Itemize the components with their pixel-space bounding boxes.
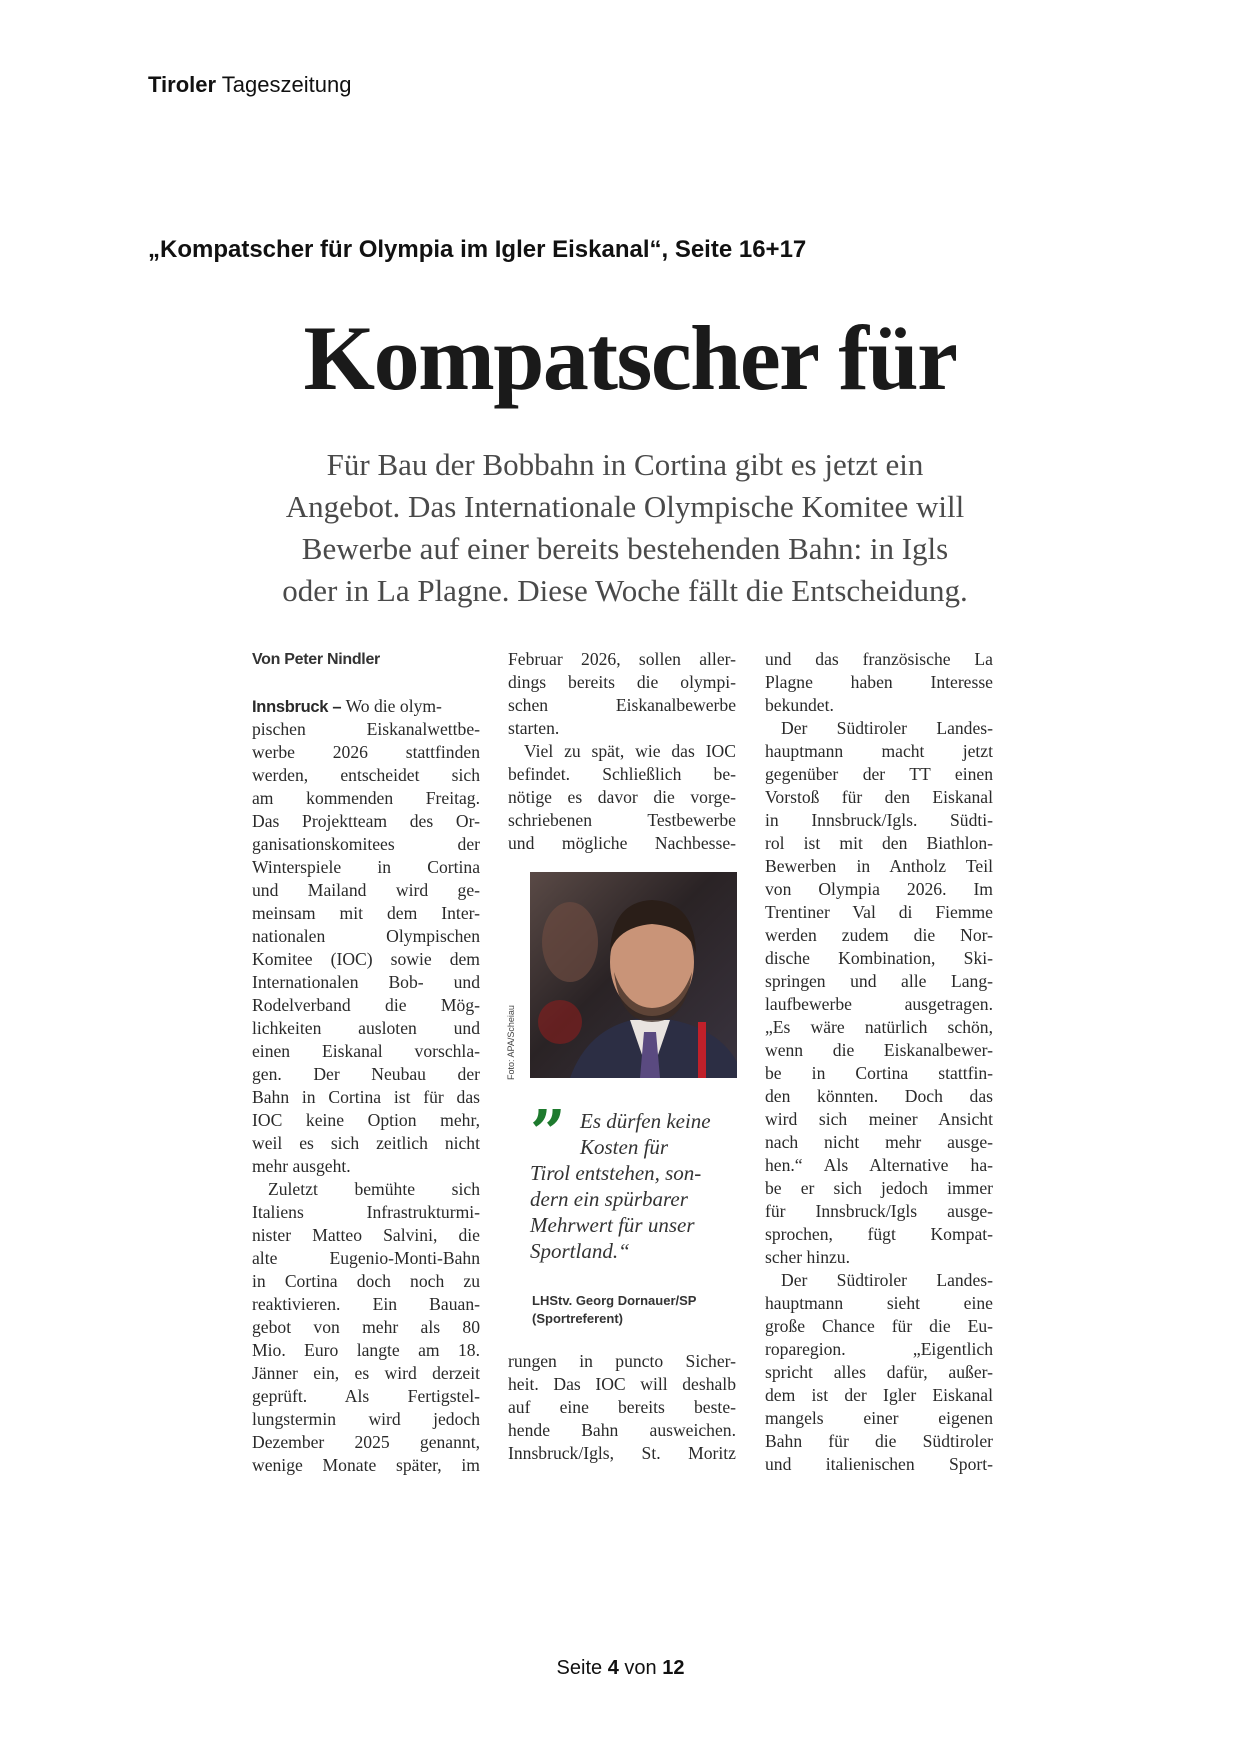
text-line: und mögliche Nachbesse-	[508, 833, 736, 853]
text-line: für Innsbruck/Igls ausge-	[765, 1201, 993, 1221]
text-line: in Innsbruck/Igls. Südti-	[765, 810, 993, 830]
text-line: springen und alle Lang-	[765, 971, 993, 991]
deck-line: Für Bau der Bobbahn in Cortina gibt es jetzt ein	[326, 447, 924, 482]
text-line: am kommenden Freitag.	[252, 788, 480, 808]
text-line: Zuletzt bemühte sich	[268, 1179, 480, 1199]
text-line: weil es sich zeitlich nicht	[252, 1133, 480, 1153]
quote-line: Tirol entstehen, son-	[530, 1161, 702, 1185]
text-line: und Mailand wird ge-	[252, 880, 480, 900]
text-line: befindet. Schließlich be-	[508, 764, 736, 784]
article-column-1	[252, 648, 480, 1477]
text-line: wird sich meiner Ansicht	[765, 1109, 993, 1129]
text-line: Vorstoß für den Eiskanal	[765, 787, 993, 807]
text-line: Rodelverband die Mög-	[252, 995, 480, 1015]
text-line: gegenüber der TT einen	[765, 764, 993, 784]
text-line: Februar 2026, sollen aller-	[508, 649, 736, 669]
photo-credit: Foto: APA/Scheiau	[506, 1005, 516, 1080]
text-line: den könnten. Doch das	[765, 1086, 993, 1106]
text-line: werbe 2026 stattfinden	[252, 742, 480, 762]
text-line: „Es wäre natürlich schön,	[765, 1017, 993, 1037]
publication-name	[148, 72, 351, 98]
text-line: lichkeiten ausloten und	[252, 1018, 480, 1038]
text-line: starten.	[508, 718, 560, 738]
quote-mark-icon: ”	[530, 1096, 566, 1169]
portrait-illustration	[530, 872, 737, 1078]
page-number: 4	[607, 1657, 619, 1679]
text-line: Innsbruck – Wo die olym-	[252, 696, 442, 716]
deck-line: oder in La Plagne. Diese Woche fällt die Entscheidung.	[282, 573, 968, 608]
text-line: gebot von mehr als 80	[252, 1317, 480, 1337]
text-line: Internationalen Bob- und	[252, 972, 480, 992]
text-line: rol ist mit den Biathlon-	[765, 833, 993, 853]
text-line: schen Eiskanalbewerbe	[508, 695, 736, 715]
text-line: spricht alles dafür, außer-	[765, 1362, 993, 1382]
text-line: Bewerben in Antholz Teil	[765, 856, 993, 876]
text-line: hauptmann macht jetzt	[765, 741, 993, 761]
deck-line: Angebot. Das Internationale Olympische Komitee will	[285, 489, 965, 524]
text-line: nötige es davor die vorge-	[508, 787, 736, 807]
text-line: ganisationskomitees der	[252, 834, 480, 854]
article-column-2-bottom	[508, 1350, 736, 1465]
text-line: werden zudem die Nor-	[765, 925, 993, 945]
text-line: dem ist der Igler Eiskanal	[765, 1385, 993, 1405]
text-line: rungen in puncto Sicher-	[508, 1351, 736, 1371]
text-line: scher hinzu.	[765, 1247, 851, 1267]
portrait-photo	[530, 872, 737, 1078]
text-line: schriebenen Testbewerbe	[508, 810, 736, 830]
text-line: und italienischen Sport-	[765, 1454, 993, 1474]
quote-line: Mehrwert für unser	[530, 1213, 695, 1237]
text-line: bekundet.	[765, 695, 834, 715]
text-line: Winterspiele in Cortina	[252, 857, 480, 877]
text-line: wenige Monate später, im	[252, 1455, 480, 1475]
text-line: be in Cortina stattfin-	[765, 1063, 993, 1083]
text-line: sprochen, fügt Kompat-	[765, 1224, 993, 1244]
article-headline: Kompatscher für	[303, 307, 957, 409]
text-line: nach nicht mehr ausge-	[765, 1132, 993, 1152]
article-column-3	[765, 648, 993, 1476]
text-line: große Chance für die Eu-	[765, 1316, 993, 1336]
text-line: Plagne haben Interesse	[765, 672, 993, 692]
text-line: be er sich jedoch immer	[765, 1178, 993, 1198]
text-line: auf eine bereits beste-	[508, 1397, 736, 1417]
text-line: mehr ausgeht.	[252, 1156, 351, 1176]
page-total: 12	[662, 1657, 685, 1679]
text-line: einen Eiskanal vorschla-	[252, 1041, 480, 1061]
text-line: Italiens Infrastrukturmi-	[252, 1202, 480, 1222]
quote-line: dern ein spürbarer	[530, 1187, 688, 1211]
byline: Von Peter Nindler	[252, 651, 380, 668]
text-line: nister Matteo Salvini, die	[252, 1225, 480, 1245]
text-line: Jänner ein, es wird derzeit	[252, 1363, 480, 1383]
quote-line: Es dürfen keine	[580, 1109, 711, 1133]
article-deck	[245, 444, 1005, 612]
dateline: Innsbruck –	[252, 698, 346, 716]
text-line: Der Südtiroler Landes-	[781, 1270, 993, 1290]
text-line: hen.“ Als Alternative ha-	[765, 1155, 993, 1175]
text-line: hende Bahn ausweichen.	[508, 1420, 736, 1440]
text-line: gen. Der Neubau der	[252, 1064, 480, 1084]
text-line: lungstermin wird jedoch	[252, 1409, 480, 1429]
quote-line: Sportland.“	[530, 1239, 630, 1263]
publication-bold: Tiroler	[148, 72, 217, 97]
text-line: Bahn für die Südtiroler	[765, 1431, 993, 1451]
page-footer	[0, 1657, 1241, 1680]
deck-line: Bewerbe auf einer bereits bestehenden Bahn: in Igls	[301, 531, 949, 566]
text-line: pischen Eiskanalwettbe-	[252, 719, 480, 739]
text-line: nationalen Olympischen	[252, 926, 480, 946]
text-line: hauptmann sieht eine	[765, 1293, 993, 1313]
text-line: wenn die Eiskanalbewer-	[765, 1040, 993, 1060]
text-line: Dezember 2025 genannt,	[252, 1432, 480, 1452]
text-line: roparegion. „Eigentlich	[765, 1339, 993, 1359]
footer-prefix: Seite	[556, 1657, 603, 1679]
text-line: heit. Das IOC will deshalb	[508, 1374, 736, 1394]
text-line: meinsam mit dem Inter-	[252, 903, 480, 923]
text-line: laufbewerbe ausgetragen.	[765, 994, 993, 1014]
pull-quote	[530, 1096, 740, 1264]
attribution-name: LHStv. Georg Dornauer/SP	[532, 1293, 697, 1308]
footer-mid: von	[624, 1657, 657, 1679]
clip-title: „Kompatscher für Olympia im Igler Eiskanal“, Seite 16+17	[148, 236, 807, 263]
text-line: IOC keine Option mehr,	[252, 1110, 480, 1130]
attribution-role: (Sportreferent)	[532, 1311, 624, 1326]
text-line: Das Projektteam des Or-	[252, 811, 480, 831]
text-line: alte Eugenio-Monti-Bahn	[252, 1248, 480, 1268]
quote-attribution	[532, 1292, 696, 1328]
article-column-2	[508, 648, 736, 855]
text-line: Trentiner Val di Fiemme	[765, 902, 993, 922]
text-line: Bahn in Cortina ist für das	[252, 1087, 480, 1107]
text-line: und das französische La	[765, 649, 993, 669]
text-line: von Olympia 2026. Im	[765, 879, 993, 899]
text-line: mangels einer eigenen	[765, 1408, 993, 1428]
text-line: reaktivieren. Ein Bauan-	[252, 1294, 480, 1314]
text-line: Innsbruck/Igls, St. Moritz	[508, 1443, 736, 1463]
text-line: dische Kombination, Ski-	[765, 948, 993, 968]
text-line: werden, entscheidet sich	[252, 765, 480, 785]
publication-rest: Tageszeitung	[221, 72, 352, 97]
text-line: Komitee (IOC) sowie dem	[252, 949, 480, 969]
text-line: geprüft. Als Fertigstel-	[252, 1386, 480, 1406]
text-line: Der Südtiroler Landes-	[781, 718, 993, 738]
text-line: dings bereits die olympi-	[508, 672, 736, 692]
text-line: Viel zu spät, wie das IOC	[524, 741, 736, 761]
text-line: Mio. Euro langte am 18.	[252, 1340, 480, 1360]
quote-line: Kosten für	[580, 1135, 669, 1159]
text-line: in Cortina doch noch zu	[252, 1271, 480, 1291]
